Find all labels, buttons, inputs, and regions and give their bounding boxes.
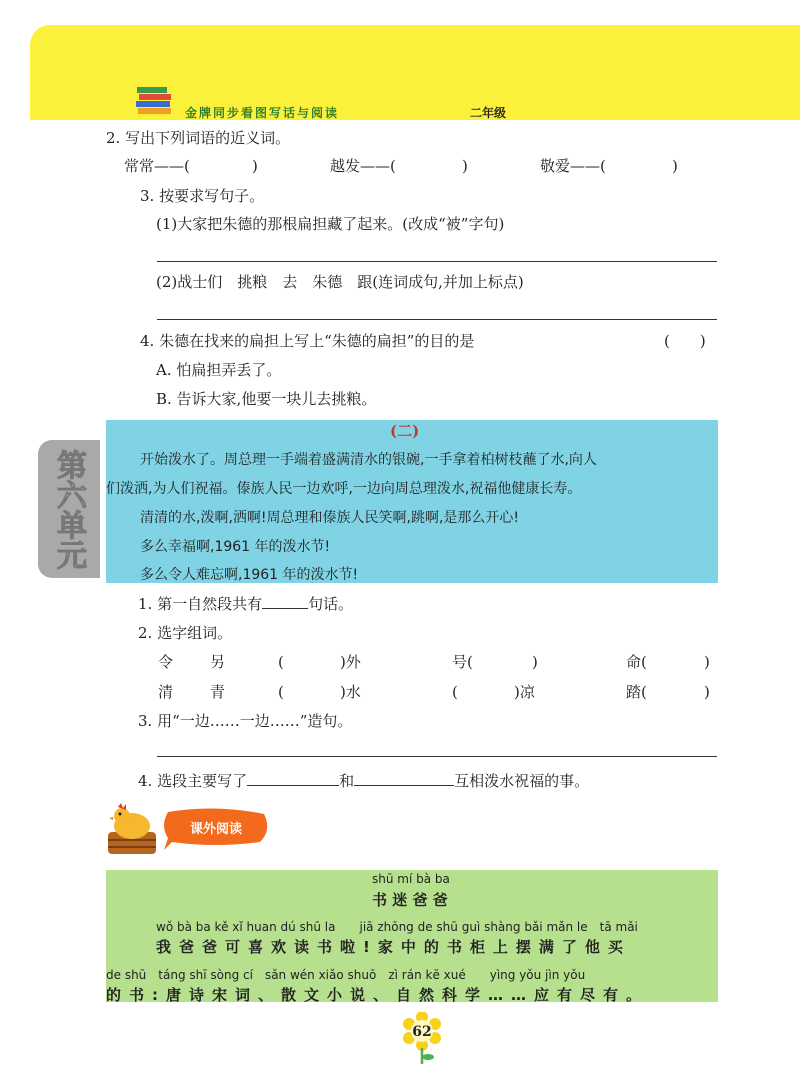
- s2-q2-title: 2. 选字组词。: [138, 624, 233, 642]
- passage-line: 清清的水,泼啊,洒啊!周总理和傣族人民笑啊,跳啊,是那么开心!: [140, 510, 520, 526]
- paren-close: ): [252, 157, 258, 175]
- s2-q3-title: 3. 用“一边……一边……”造句。: [138, 712, 353, 730]
- answer-line[interactable]: [157, 261, 717, 262]
- s2-q1-post: 句话。: [308, 595, 354, 613]
- pinyin-line: de shū táng shī sòng cí sǎn wén xiǎo shuō zì rán kē xué yìng yǒu jìn yǒu: [106, 968, 586, 982]
- passage-heading: (二): [390, 422, 420, 440]
- synonym-item: 越发——(: [330, 157, 396, 175]
- word-part[interactable]: 命(: [626, 653, 647, 671]
- word-part: )水: [340, 683, 361, 701]
- s2-q1: [138, 594, 353, 614]
- hanzi-line: 我爸爸可喜欢读书啦!家中的书柜上摆满了他买: [156, 938, 631, 956]
- page-number: 62: [412, 1024, 432, 1040]
- passage-line: 开始泼水了。周总理一手端着盛满清水的银碗,一手拿着柏树枝蘸了水,向人: [140, 452, 597, 468]
- q4-title: 4. 朱德在找来的扁担上写上“朱德的扁担”的目的是: [140, 332, 475, 350]
- synonym-item: 常常——(: [124, 157, 190, 175]
- books-icon: [135, 85, 175, 117]
- badge-label: 课外阅读: [190, 822, 243, 837]
- word-part: ): [532, 653, 538, 671]
- reading-title: 书 迷 爸 爸: [372, 891, 448, 909]
- pinyin-line: wǒ bà ba kě xǐ huan dú shū la jiā zhōng de shū guì shàng bǎi mǎn le tā mǎi: [156, 920, 638, 934]
- series-title: 金牌同步看图写话与阅读: [185, 106, 340, 120]
- word-char: 清: [158, 683, 174, 701]
- word-char: 另: [210, 653, 226, 671]
- q4-answer-paren[interactable]: ( ): [664, 332, 706, 350]
- q4-option-a: A. 怕扁担弄丢了。: [156, 361, 282, 379]
- s2-q4-pre: 4. 选段主要写了: [138, 772, 248, 790]
- blank[interactable]: [262, 608, 308, 609]
- paren-close: ): [672, 157, 678, 175]
- word-part[interactable]: 踏(: [626, 683, 647, 701]
- s2-q1-pre: 1. 第一自然段共有: [138, 595, 263, 613]
- blank[interactable]: [354, 785, 454, 786]
- grade-label: 二年级: [470, 106, 507, 120]
- answer-line[interactable]: [157, 319, 717, 320]
- synonym-item: 敬爱——(: [540, 157, 606, 175]
- s2-q4-mid: 和: [339, 772, 355, 790]
- passage-line: 多么令人难忘啊,1961 年的泼水节!: [140, 567, 359, 583]
- word-char: 青: [210, 683, 226, 701]
- answer-line[interactable]: [157, 756, 717, 757]
- s2-q4-post: 互相泼水祝福的事。: [454, 772, 590, 790]
- blank[interactable]: [247, 785, 339, 786]
- word-part: )外: [340, 653, 361, 671]
- unit-label: 第六单元: [57, 449, 87, 574]
- q2-title: 2. 写出下列词语的近义词。: [106, 129, 291, 147]
- title-pinyin: shū mí bà ba: [372, 872, 450, 886]
- q3-2: (2)战士们 挑粮 去 朱德 跟(连词成句,并加上标点): [156, 273, 524, 291]
- word-part: )凉: [514, 683, 535, 701]
- passage-box: [106, 420, 718, 583]
- q3-1: (1)大家把朱德的那根扁担藏了起来。(改成“被”字句): [156, 215, 505, 233]
- passage-line: 多么幸福啊,1961 年的泼水节!: [140, 539, 331, 555]
- word-blank[interactable]: (: [278, 653, 284, 671]
- word-part: ): [704, 683, 710, 701]
- q3-title: 3. 按要求写句子。: [140, 187, 265, 205]
- word-blank[interactable]: (: [278, 683, 284, 701]
- passage-line: 们泼洒,为人们祝福。傣族人民一边欢呼,一边向周总理泼水,祝福他健康长寿。: [106, 481, 582, 497]
- paren-close: ): [462, 157, 468, 175]
- q4-option-b: B. 告诉大家,他要一块儿去挑粮。: [156, 390, 377, 408]
- hanzi-line: 的书:唐诗宋词、散文小说、自然科学……应有尽有。: [106, 986, 650, 1004]
- s2-q4: [138, 771, 589, 791]
- hen-basket-icon: [104, 802, 160, 858]
- word-part: ): [704, 653, 710, 671]
- word-char: 令: [158, 653, 174, 671]
- word-part[interactable]: 号(: [452, 653, 473, 671]
- word-part[interactable]: (: [452, 683, 458, 701]
